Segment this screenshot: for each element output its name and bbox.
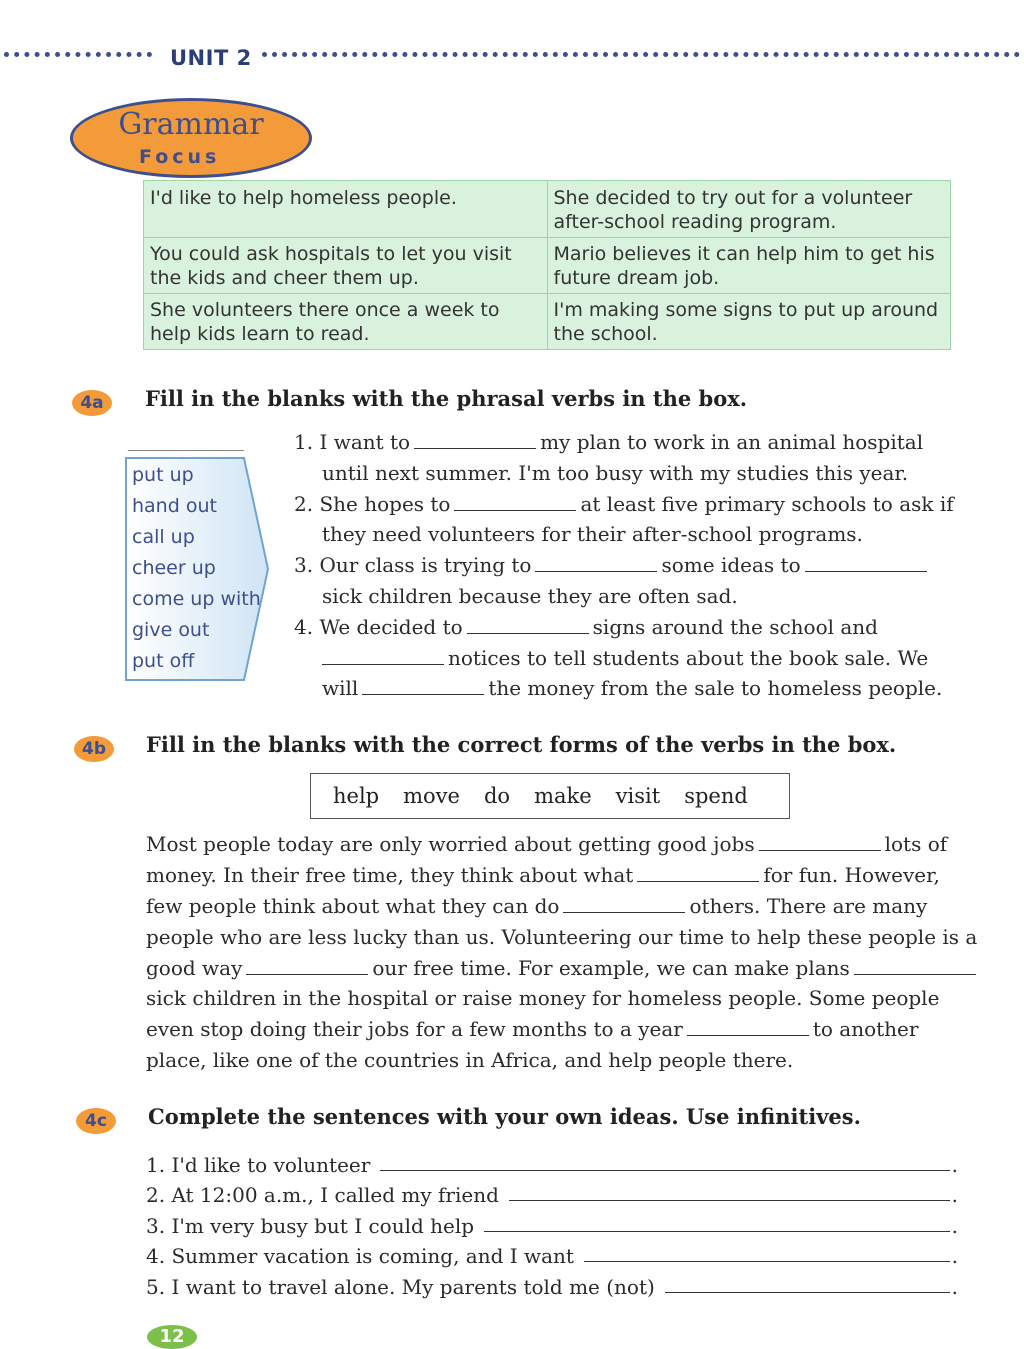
table-cell: Mario believes it can help him to get his future dream job. bbox=[547, 238, 951, 294]
sentence-period: . bbox=[951, 1152, 958, 1177]
list-item: hand out bbox=[132, 495, 217, 517]
list-item: cheer up bbox=[132, 557, 216, 579]
sentence-text: 1. I'd like to volunteer bbox=[146, 1152, 371, 1177]
answer-blank[interactable] bbox=[759, 832, 881, 851]
exercise-4c-sentences bbox=[146, 1147, 958, 1300]
grammar-table bbox=[143, 180, 951, 350]
paragraph-line bbox=[146, 1014, 956, 1045]
answer-blank[interactable] bbox=[362, 676, 484, 695]
answer-blank[interactable] bbox=[322, 646, 444, 665]
grammar-focus-subtitle: Focus bbox=[139, 146, 221, 168]
list-item bbox=[146, 1239, 958, 1270]
paragraph-text: Most people today are only worried about getting good jobs bbox=[146, 832, 755, 856]
sentence-text: at least five primary schools to ask if bbox=[580, 491, 954, 516]
verb-word: move bbox=[403, 784, 460, 808]
answer-blank[interactable] bbox=[637, 863, 759, 882]
unit-title: UNIT 2 bbox=[170, 46, 252, 70]
answer-line[interactable] bbox=[509, 1200, 950, 1201]
list-item bbox=[146, 1178, 958, 1209]
exercise-4a-sentences bbox=[294, 427, 954, 704]
verbs-box bbox=[310, 773, 790, 819]
table-cell: You could ask hospitals to let you visit the kids and cheer them up. bbox=[144, 238, 548, 294]
answer-line[interactable] bbox=[484, 1231, 950, 1232]
exercise-4b-badge: 4b bbox=[74, 736, 114, 762]
phrasal-verbs-box bbox=[122, 454, 268, 684]
table-row bbox=[144, 238, 951, 294]
verb-word: spend bbox=[684, 784, 748, 808]
verb-word: help bbox=[333, 784, 380, 808]
list-item: put up bbox=[132, 464, 194, 486]
sentence-line bbox=[294, 550, 954, 581]
answer-blank[interactable] bbox=[805, 553, 927, 572]
paragraph-text: others. There are many bbox=[689, 893, 928, 918]
sentence-line bbox=[294, 427, 954, 458]
word-box-top-rule bbox=[128, 450, 244, 451]
paragraph-text: place, like one of the countries in Africa, and help people there. bbox=[146, 1048, 794, 1073]
exercise-4a-badge: 4a bbox=[72, 390, 112, 416]
verb-word: visit bbox=[615, 784, 661, 808]
sentence-text: 3. I'm very busy but I could help bbox=[146, 1213, 475, 1238]
paragraph-text: money. In their free time, they think about what bbox=[146, 862, 634, 887]
exercise-4b-paragraph bbox=[146, 829, 978, 1076]
table-cell: She decided to try out for a volunteer after-school reading program. bbox=[547, 181, 951, 238]
sentence-text: 1. I want to bbox=[294, 430, 411, 454]
table-row bbox=[144, 181, 951, 238]
sentence-text: sick children because they are often sad. bbox=[322, 583, 738, 608]
paragraph-line bbox=[146, 829, 956, 860]
phrasal-verbs-list bbox=[132, 460, 261, 677]
paragraph-text: for fun. However, bbox=[763, 862, 940, 887]
sentence-text: 2. She hopes to bbox=[294, 491, 451, 516]
paragraph-text: few people think about what they can do bbox=[146, 893, 560, 918]
answer-blank[interactable] bbox=[454, 492, 576, 511]
sentence-period: . bbox=[951, 1244, 958, 1269]
sentence-text: 5. I want to travel alone. My parents told me (not) bbox=[146, 1274, 655, 1299]
paragraph-line bbox=[146, 983, 956, 1014]
exercise-4c-badge: 4c bbox=[76, 1108, 116, 1134]
answer-blank[interactable] bbox=[414, 430, 536, 449]
verb-word: make bbox=[534, 784, 592, 808]
sentence-line bbox=[294, 673, 954, 704]
table-cell: I'd like to help homeless people. bbox=[144, 181, 548, 238]
paragraph-line bbox=[146, 1045, 956, 1076]
paragraph-text: even stop doing their jobs for a few months to a year bbox=[146, 1017, 683, 1042]
exercise-4a-heading: Fill in the blanks with the phrasal verbs in the box. bbox=[145, 386, 748, 411]
list-item: call up bbox=[132, 526, 195, 548]
sentence-text: notices to tell students about the book sale. We bbox=[448, 645, 929, 670]
paragraph-line bbox=[146, 891, 956, 922]
page-number: 12 bbox=[147, 1325, 197, 1349]
list-item bbox=[146, 1147, 958, 1178]
list-item: put off bbox=[132, 650, 195, 672]
header-dots-left bbox=[4, 52, 152, 57]
sentence-line bbox=[294, 581, 954, 612]
sentence-period: . bbox=[951, 1183, 958, 1208]
verb-word: do bbox=[483, 784, 511, 808]
sentence-text: signs around the school and bbox=[592, 614, 878, 639]
paragraph-line bbox=[146, 860, 956, 891]
table-cell: She volunteers there once a week to help kids learn to read. bbox=[144, 294, 548, 350]
sentence-period: . bbox=[951, 1213, 958, 1238]
paragraph-text: people who are less lucky than us. Volunteering our time to help these people is a bbox=[146, 924, 978, 949]
answer-blank[interactable] bbox=[535, 553, 657, 572]
sentence-period: . bbox=[951, 1274, 958, 1299]
sentence-text: until next summer. I'm too busy with my studies this year. bbox=[322, 460, 909, 485]
sentence-line bbox=[294, 519, 954, 550]
sentence-text: 2. At 12:00 a.m., I called my friend bbox=[146, 1183, 499, 1208]
answer-blank[interactable] bbox=[687, 1017, 809, 1036]
answer-blank[interactable] bbox=[854, 956, 976, 975]
paragraph-text: our free time. For example, we can make plans bbox=[372, 955, 850, 980]
paragraph-text: lots of bbox=[884, 832, 948, 856]
exercise-4b-heading: Fill in the blanks with the correct forms of the verbs in the box. bbox=[146, 732, 897, 757]
sentence-text: 4. Summer vacation is coming, and I want bbox=[146, 1244, 574, 1269]
list-item: come up with bbox=[132, 588, 261, 610]
sentence-line bbox=[294, 643, 954, 674]
list-item bbox=[146, 1208, 958, 1239]
sentence-text: 4. We decided to bbox=[294, 614, 463, 639]
sentence-text: the money from the sale to homeless people. bbox=[488, 676, 943, 701]
answer-line[interactable] bbox=[584, 1261, 950, 1262]
paragraph-text: to another bbox=[812, 1017, 919, 1042]
answer-line[interactable] bbox=[665, 1292, 950, 1293]
table-cell: I'm making some signs to put up around the school. bbox=[547, 294, 951, 350]
header-dots-right bbox=[262, 52, 1020, 57]
sentence-text: some ideas to bbox=[661, 553, 801, 578]
sentence-text: 3. Our class is trying to bbox=[294, 553, 532, 578]
table-row bbox=[144, 294, 951, 350]
sentence-line bbox=[294, 458, 954, 489]
sentence-text: my plan to work in an animal hospital bbox=[540, 430, 924, 454]
sentence-text: they need volunteers for their after-school programs. bbox=[322, 522, 863, 547]
paragraph-line bbox=[146, 922, 978, 953]
sentence-text: will bbox=[322, 676, 359, 701]
list-item: give out bbox=[132, 619, 210, 641]
grammar-focus-title: Grammar bbox=[118, 107, 264, 142]
sentence-line bbox=[294, 612, 954, 643]
answer-blank[interactable] bbox=[467, 615, 589, 634]
paragraph-text: good way bbox=[146, 955, 243, 980]
sentence-line bbox=[294, 489, 954, 520]
answer-line[interactable] bbox=[380, 1170, 949, 1171]
list-item bbox=[146, 1269, 958, 1300]
answer-blank[interactable] bbox=[246, 956, 368, 975]
grammar-focus-badge bbox=[70, 98, 312, 178]
exercise-4c-heading: Complete the sentences with your own ideas. Use infinitives. bbox=[148, 1104, 861, 1129]
answer-blank[interactable] bbox=[563, 894, 685, 913]
paragraph-line bbox=[146, 953, 956, 984]
paragraph-text: sick children in the hospital or raise money for homeless people. Some people bbox=[146, 986, 940, 1011]
